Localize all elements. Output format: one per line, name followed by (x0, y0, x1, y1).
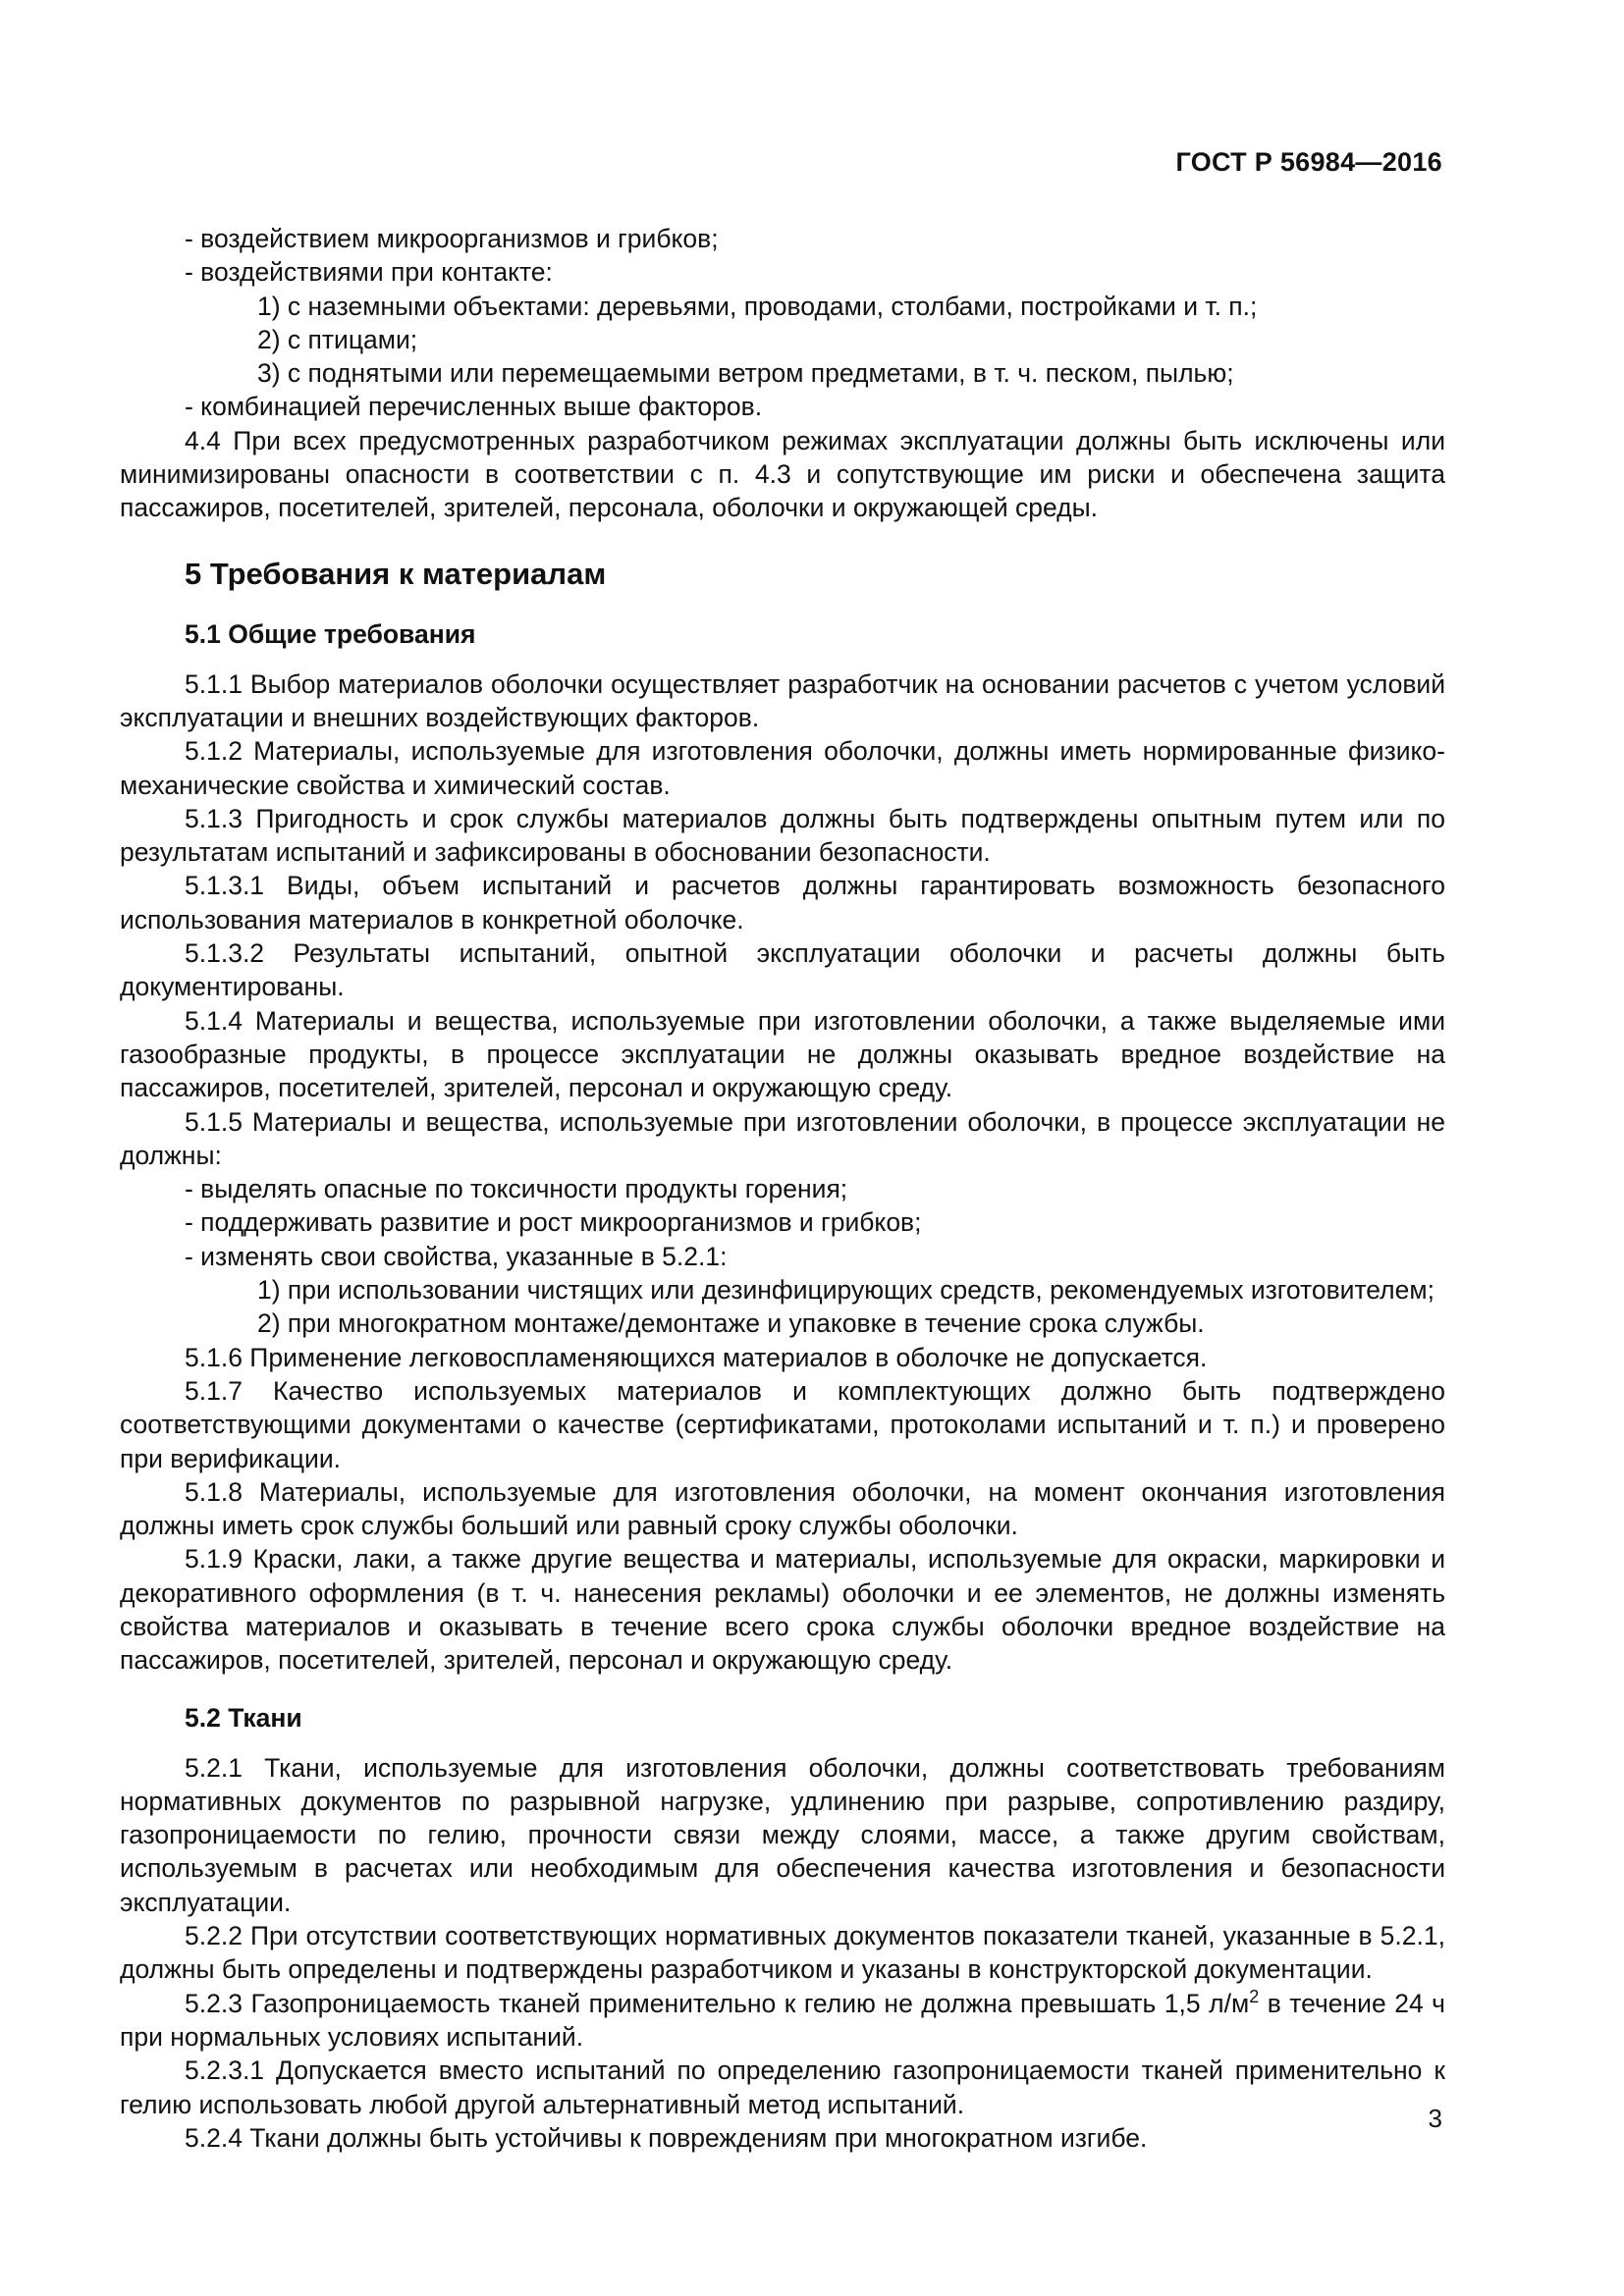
block-text: - выделять опасные по токсичности продукты горения; (185, 1174, 848, 1204)
block-text: - воздействием микроорганизмов и грибков; (185, 224, 719, 253)
sub-list-item (120, 356, 1445, 390)
block-text: 5.1.1 Выбор материалов оболочки осуществляет разработчик на основании расчетов с учетом условий эксплуатации и внешних воздействующих факторов. (120, 668, 1445, 732)
block-text: 2) с птицами; (257, 324, 418, 354)
block-text: 5.1 Общие требования (185, 618, 476, 649)
paragraph (120, 1751, 1445, 1919)
block-text: 5.1.3.2 Результаты испытаний, опытной эксплуатации оболочки и расчеты должны быть документированы. (120, 938, 1445, 1002)
sub-list-item (120, 323, 1445, 356)
block-text: - изменять свои свойства, указанные в 5.2.1: (185, 1241, 728, 1271)
block-text: - комбинацией перечисленных выше факторов. (185, 392, 763, 422)
block-text: 5.1.5 Материалы и вещества, используемые при изготовлении оболочки, в процессе эксплуатации не должны: (120, 1106, 1445, 1170)
block-text: 5.1.7 Качество используемых материалов и комплектующих должно быть подтверждено соответствующими документами о качестве (сертификатами, протоколами испытаний и т. п.) и проверено при верификации. (120, 1375, 1445, 1473)
paragraph (120, 2121, 1445, 2155)
block-text: 5.1.4 Материалы и вещества, используемые при изготовлении оболочки, а также выделяемые ими газообразные продукты, в процессе эксплуатации не должны оказывать вредное воздействие на пассажиров, посетителей, зрителей, персонал и окружающую среду. (120, 1005, 1445, 1103)
sub-list-item (120, 1307, 1445, 1340)
paragraph (120, 936, 1445, 1004)
paragraph (120, 1987, 1445, 2055)
list-item (120, 390, 1445, 423)
paragraph (120, 1475, 1445, 1543)
block-text: - поддерживать развитие и рост микроорганизмов и грибков; (185, 1207, 922, 1238)
paragraph (120, 424, 1445, 525)
section-heading (185, 555, 1445, 594)
paragraph (120, 1341, 1445, 1374)
block-text: 5.2.2 При отсутствии соответствующих нормативных документов показатели тканей, указанные в 5.2.1, должны быть определены и подтверждены разработчиком и указаны в конструкторской документации. (120, 1921, 1445, 1985)
block-text: 5.1.3 Пригодность и срок службы материалов должны быть подтверждены опытным путем или по результатам испытаний и зафиксированы в обосновании безопасности. (120, 803, 1445, 868)
list-item (120, 1240, 1445, 1273)
list-item (120, 222, 1445, 255)
list-item (120, 255, 1445, 289)
block-text: 5.1.8 Материалы, используемые для изготовления оболочки, на момент окончания изготовления должны иметь срок службы больший или равный сроку службы оболочки. (120, 1476, 1445, 1541)
block-text: 5 Требования к материалам (185, 556, 607, 591)
page-number: 3 (1428, 2104, 1442, 2133)
block-text: 5.1.3.1 Виды, объем испытаний и расчетов должны гарантировать возможность безопасного использования материалов в конкретной оболочке. (120, 871, 1445, 934)
block-text: 4.4 При всех предусмотренных разработчиком режимах эксплуатации должны быть исключены или минимизированы опасности в соответствии с п. 4.3 и сопутствующие им риски и обеспечена защита пассажиров, посетителей, зрителей, персонала, оболочки и окружающей среды. (120, 425, 1445, 523)
block-text: 5.2.1 Ткани, используемые для изготовления оболочки, должны соответствовать требованиям нормативных документов по разрывной нагрузке, удлинению при разрыве, сопротивлению раздиру, газопроницаемости по гелию, прочности связи между слоями, массе, а также другим свойствам, используемым в расчетах или необходимым для обеспечения качества изготовления и безопасности эксплуатации. (120, 1752, 1445, 1917)
block-text: 1) с наземными объектами: деревьями, проводами, столбами, постройками и т. п.; (257, 291, 1258, 321)
paragraph (120, 1105, 1445, 1173)
paragraph (120, 1374, 1445, 1475)
block-text: 3) с поднятыми или перемещаемыми ветром предметами, в т. ч. песком, пылью; (257, 358, 1234, 389)
subsection-heading (185, 617, 1445, 651)
block-text: 1) при использовании чистящих или дезинфицирующих средств, рекомендуемых изготовителем; (257, 1275, 1435, 1306)
block-text: 5.2 Ткани (185, 1702, 302, 1733)
list-item (120, 1172, 1445, 1205)
sub-list-item (120, 290, 1445, 323)
paragraph (120, 734, 1445, 802)
paragraph (120, 1542, 1445, 1677)
list-item (120, 1205, 1445, 1239)
paragraph (120, 2054, 1445, 2121)
block-text: 5.2.3 Газопроницаемость тканей применительно к гелию не должна превышать 1,5 л/м (185, 1988, 1250, 2018)
subsection-heading (185, 1701, 1445, 1735)
sub-list-item (120, 1273, 1445, 1307)
paragraph (120, 667, 1445, 735)
block-text-tail: в течение 24 ч при нормальных условиях испытаний. (120, 1988, 1445, 2052)
document-code-header: ГОСТ Р 56984—2016 (1175, 147, 1442, 177)
block-text: 5.2.4 Ткани должны быть устойчивы к повреждениям при многократном изгибе. (185, 2122, 1148, 2153)
document-body (120, 222, 1445, 2155)
block-text: 5.1.2 Материалы, используемые для изготовления оболочки, должны иметь нормированные физико-механические свойства и химический состав. (120, 736, 1445, 800)
block-text: 2) при многократном монтаже/демонтаже и упаковке в течение срока службы. (257, 1308, 1205, 1339)
paragraph (120, 1004, 1445, 1105)
paragraph (120, 1919, 1445, 1987)
paragraph (120, 802, 1445, 870)
superscript: 2 (1249, 1986, 1260, 2006)
block-text: 5.2.3.1 Допускается вместо испытаний по определению газопроницаемости тканей применительно к гелию использовать любой другой альтернативный метод испытаний. (120, 2056, 1445, 2119)
block-text: - воздействиями при контакте: (185, 257, 553, 288)
paragraph (120, 869, 1445, 936)
block-text: 5.1.6 Применение легковоспламеняющихся материалов в оболочке не допускается. (185, 1342, 1208, 1372)
block-text: 5.1.9 Краски, лаки, а также другие вещества и материалы, используемые для окраски, маркировки и декоративного оформления (в т. ч. нанесения рекламы) оболочки и ее элементов, не должны изменять свойства материалов и оказывать в течение всего срока службы оболочки вредное воздействие на пассажиров, посетителей, зрителей, персонал и окружающую среду. (120, 1544, 1445, 1676)
